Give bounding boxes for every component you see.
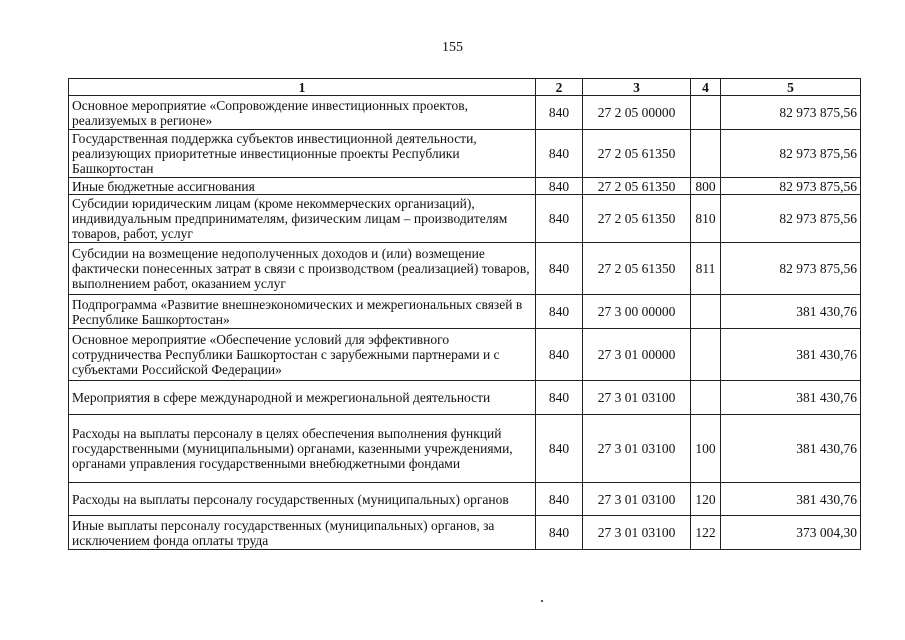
row-target-article: 27 2 05 61350 — [583, 178, 691, 195]
column-header: 1 — [69, 79, 536, 96]
row-department-code: 840 — [536, 516, 583, 550]
row-amount: 82 973 875,56 — [721, 96, 861, 130]
row-name: Основное мероприятие «Обеспечение условий для эффективного сотрудничества Республики Башкортостан с зарубежными партнерами и с субъектами Российской Федерации» — [69, 329, 536, 381]
row-amount: 381 430,76 — [721, 329, 861, 381]
row-target-article: 27 3 01 03100 — [583, 516, 691, 550]
row-name: Подпрограмма «Развитие внешнеэкономических и межрегиональных связей в Республике Башкортостан» — [69, 295, 536, 329]
row-department-code: 840 — [536, 195, 583, 243]
table-row — [69, 96, 861, 130]
row-name: Субсидии на возмещение недополученных доходов и (или) возмещение фактически понесенных затрат в связи с производством (реализацией) товаров, выполнением работ, оказанием услуг — [69, 243, 536, 295]
row-department-code: 840 — [536, 483, 583, 516]
row-target-article: 27 2 05 61350 — [583, 243, 691, 295]
row-expense-type: 810 — [691, 195, 721, 243]
row-expense-type: 800 — [691, 178, 721, 195]
table-row — [69, 195, 861, 243]
row-expense-type — [691, 381, 721, 415]
row-expense-type — [691, 130, 721, 178]
scan-speck — [541, 600, 543, 602]
table-row — [69, 415, 861, 483]
row-department-code: 840 — [536, 415, 583, 483]
page-number: 155 — [442, 40, 463, 55]
row-target-article: 27 3 01 03100 — [583, 415, 691, 483]
row-department-code: 840 — [536, 295, 583, 329]
table-row — [69, 243, 861, 295]
row-department-code: 840 — [536, 329, 583, 381]
row-expense-type — [691, 295, 721, 329]
row-name: Основное мероприятие «Сопровождение инвестиционных проектов, реализуемых в регионе» — [69, 96, 536, 130]
row-name: Мероприятия в сфере международной и межрегиональной деятельности — [69, 381, 536, 415]
row-amount: 82 973 875,56 — [721, 178, 861, 195]
row-name: Иные бюджетные ассигнования — [69, 178, 536, 195]
row-target-article: 27 3 00 00000 — [583, 295, 691, 329]
row-amount: 381 430,76 — [721, 295, 861, 329]
row-department-code: 840 — [536, 178, 583, 195]
row-department-code: 840 — [536, 96, 583, 130]
column-header: 5 — [721, 79, 861, 96]
column-header: 2 — [536, 79, 583, 96]
row-amount: 373 004,30 — [721, 516, 861, 550]
row-department-code: 840 — [536, 381, 583, 415]
table-row — [69, 381, 861, 415]
row-expense-type — [691, 96, 721, 130]
table-row — [69, 483, 861, 516]
row-target-article: 27 2 05 00000 — [583, 96, 691, 130]
table-row — [69, 516, 861, 550]
row-expense-type: 811 — [691, 243, 721, 295]
table-header-row — [69, 79, 861, 96]
row-department-code: 840 — [536, 130, 583, 178]
row-name: Расходы на выплаты персоналу государственных (муниципальных) органов — [69, 483, 536, 516]
row-amount: 381 430,76 — [721, 483, 861, 516]
row-target-article: 27 2 05 61350 — [583, 130, 691, 178]
row-expense-type — [691, 329, 721, 381]
row-amount: 82 973 875,56 — [721, 130, 861, 178]
table-row — [69, 178, 861, 195]
row-amount: 381 430,76 — [721, 415, 861, 483]
table-row — [69, 130, 861, 178]
row-expense-type: 100 — [691, 415, 721, 483]
row-target-article: 27 3 01 03100 — [583, 381, 691, 415]
row-amount: 82 973 875,56 — [721, 243, 861, 295]
column-header: 3 — [583, 79, 691, 96]
row-name: Иные выплаты персоналу государственных (муниципальных) органов, за исключением фонда оплаты труда — [69, 516, 536, 550]
row-name: Государственная поддержка субъектов инвестиционной деятельности, реализующих приоритетные инвестиционные проекты Республики Башкортостан — [69, 130, 536, 178]
row-target-article: 27 3 01 03100 — [583, 483, 691, 516]
column-header: 4 — [691, 79, 721, 96]
row-target-article: 27 2 05 61350 — [583, 195, 691, 243]
budget-table — [68, 78, 861, 550]
row-target-article: 27 3 01 00000 — [583, 329, 691, 381]
table-row — [69, 329, 861, 381]
row-amount: 82 973 875,56 — [721, 195, 861, 243]
row-expense-type: 122 — [691, 516, 721, 550]
row-name: Субсидии юридическим лицам (кроме некоммерческих организаций), индивидуальным предпринимателям, физическим лицам – производителям товаров, работ, услуг — [69, 195, 536, 243]
row-department-code: 840 — [536, 243, 583, 295]
row-amount: 381 430,76 — [721, 381, 861, 415]
row-expense-type: 120 — [691, 483, 721, 516]
table-row — [69, 295, 861, 329]
row-name: Расходы на выплаты персоналу в целях обеспечения выполнения функций государственными (муниципальными) органами, казенными учреждениями, органами управления государственными внебюджетными фондами — [69, 415, 536, 483]
